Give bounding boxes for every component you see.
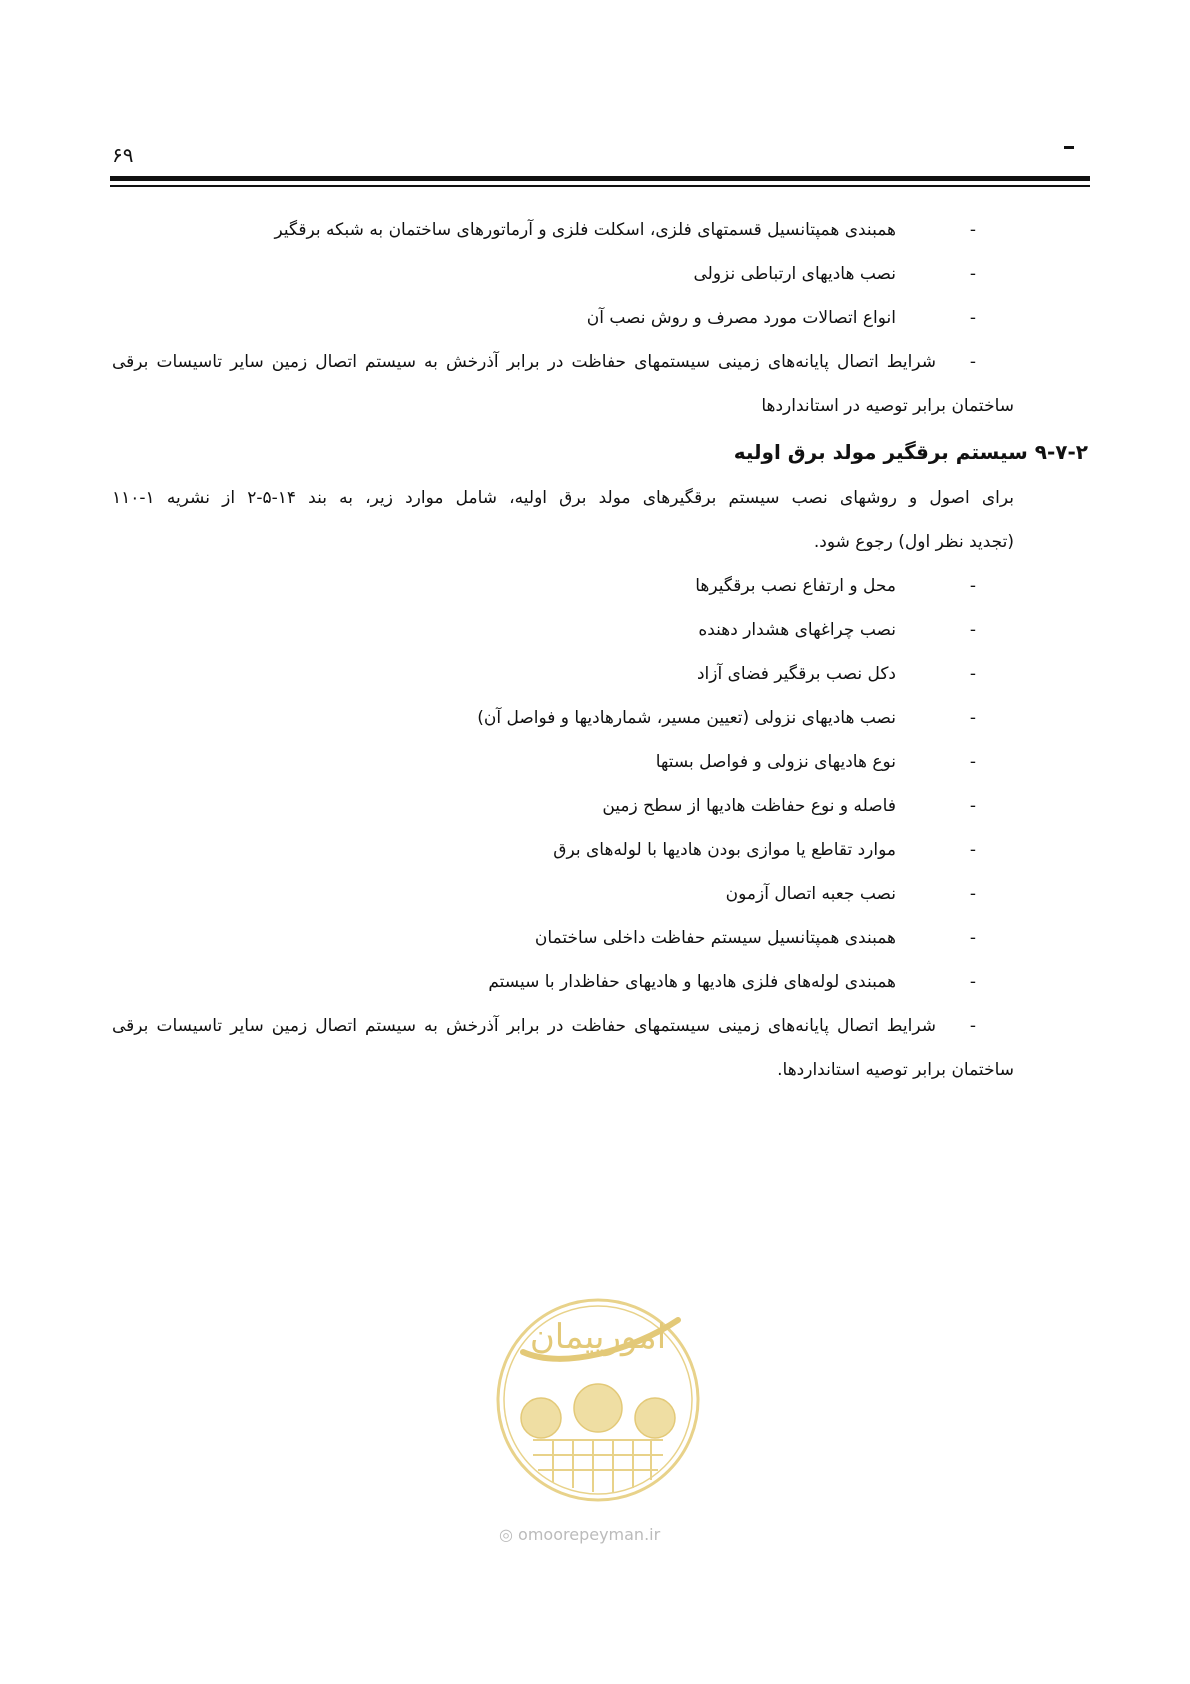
list-item: - شرایط اتصال پایانه‌های زمینی سیستمهای حفاظت در برابر آذرخش به سیستم اتصال زمین سایر تاسیسات برقی ساختمان برابر توصیه استانداردها. bbox=[112, 1016, 1014, 1080]
page-number: ۶۹ bbox=[112, 143, 134, 167]
header-rule-thick bbox=[110, 176, 1090, 181]
list-item: - محل و ارتفاع نصب برقگیرها bbox=[695, 576, 976, 596]
list-item: - نصب جعبه اتصال آزمون bbox=[725, 884, 976, 904]
page-content bbox=[112, 208, 1088, 1092]
section-intro: برای اصول و روشهای نصب سیستم برقگیرهای مولد برق اولیه، شامل موارد زیر، به بند ۱۴-۵-۲ از نشریه ۱-۱۱۰ (تجدید نظر اول) رجوع شود. bbox=[112, 488, 1014, 552]
list-item: - همبندی لوله‌های فلزی هادیها و هادیهای حفاظدار با سیستم bbox=[488, 972, 976, 992]
header-rule-thin bbox=[110, 185, 1090, 187]
watermark-logo-text: امورپیمان bbox=[529, 1317, 667, 1357]
header-mark bbox=[1064, 146, 1074, 149]
watermark-url: ◎ omoorepeyman.ir bbox=[499, 1525, 661, 1544]
list-item: - دکل نصب برقگیر فضای آزاد bbox=[696, 664, 976, 684]
list-item: - نصب هادیهای نزولی (تعیین مسیر، شمارهادیها و فواصل آن) bbox=[477, 708, 976, 728]
list-item: - نصب هادیهای ارتباطی نزولی bbox=[693, 264, 976, 284]
watermark-logo bbox=[493, 1290, 703, 1510]
list-item: - انواع اتصالات مورد مصرف و روش نصب آن bbox=[586, 308, 976, 328]
section-heading: ۹-۷-۲ سیستم برقگیر مولد برق اولیه bbox=[733, 440, 1088, 464]
list-item: - نصب چراغهای هشدار دهنده bbox=[698, 620, 976, 640]
list-item: - شرایط اتصال پایانه‌های زمینی سیستمهای حفاظت در برابر آذرخش به سیستم اتصال زمین سایر تاسیسات برقی ساختمان برابر توصیه در استانداردها bbox=[112, 352, 1014, 416]
list-item: - همبندی همپتانسیل سیستم حفاظت داخلی ساختمان bbox=[534, 928, 976, 948]
list-item: - نوع هادیهای نزولی و فواصل بستها bbox=[655, 752, 976, 772]
list-item: - موارد تقاطع یا موازی بودن هادیها با لوله‌های برق bbox=[553, 840, 976, 860]
list-item: - فاصله و نوع حفاظت هادیها از سطح زمین bbox=[602, 796, 976, 816]
list-item: - همبندی همپتانسیل قسمتهای فلزی، اسکلت فلزی و آرماتورهای ساختمان به شبکه برقگیر bbox=[274, 220, 976, 240]
